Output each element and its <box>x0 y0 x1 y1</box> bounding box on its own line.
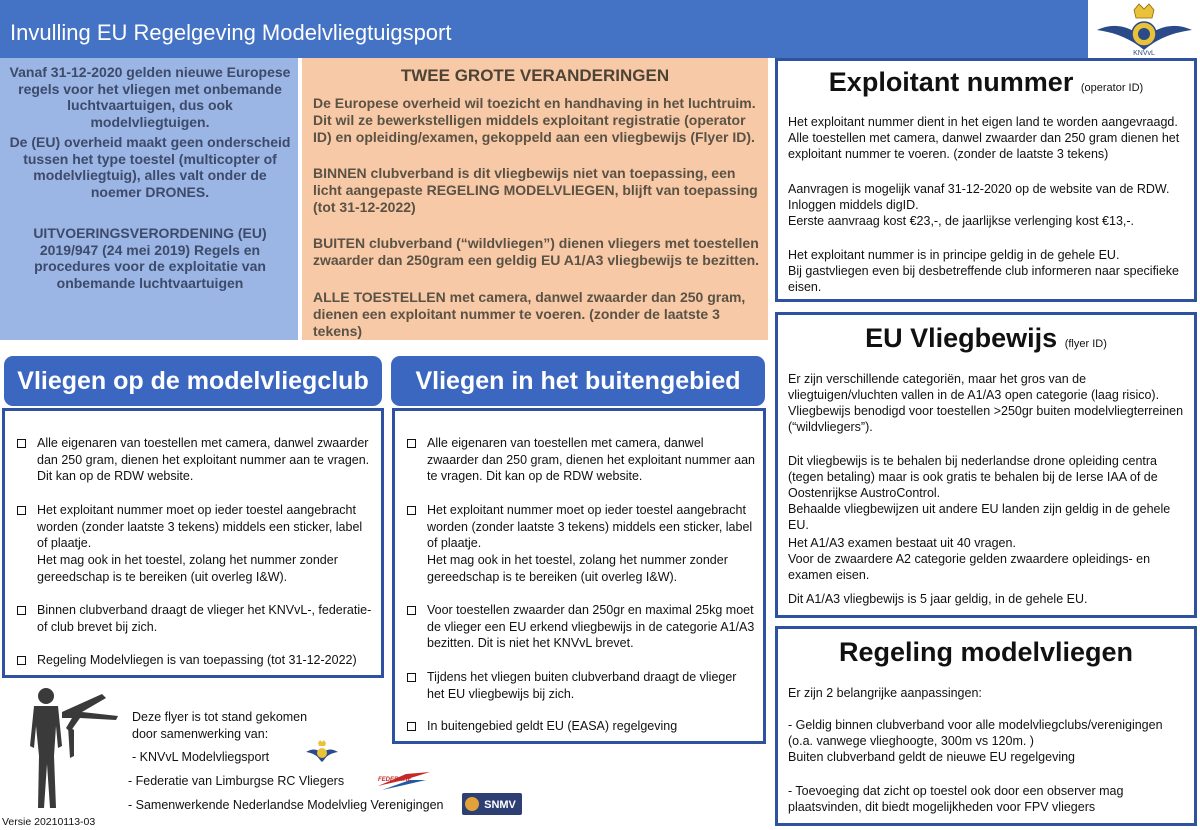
vliegbewijs-paragraph-4: Dit A1/A3 vliegbewijs is 5 jaar geldig, in de gehele EU. <box>788 592 1088 606</box>
checkbox-icon <box>407 439 416 448</box>
outside-item-2-continued: Het mag ook in het toestel, zolang het nummer zonder gereedschap is te bereiken (uit overleg I&W). <box>427 553 728 584</box>
outside-section-title: Vliegen in het buitengebied <box>391 356 765 406</box>
checkbox-icon <box>407 673 416 682</box>
vliegbewijs-subtitle: (flyer ID) <box>1064 338 1107 350</box>
intro-paragraph-1: Vanaf 31-12-2020 gelden nieuwe Europese regels voor het vliegen met onbemande luchtvaartuigen, dus ook modelvliegtuigen. <box>9 64 291 130</box>
federatie-logo-text: FEDERATIE <box>378 777 412 783</box>
intro-block <box>0 58 298 340</box>
checkbox-icon <box>17 606 26 615</box>
snmv-logo-text: SNMV <box>484 799 516 811</box>
checkbox-icon <box>407 606 416 615</box>
vliegbewijs-paragraph-3a: Het A1/A3 examen bestaat uit 40 vragen. <box>788 536 1016 550</box>
outside-item-5: In buitengebied geldt EU (EASA) regelgeving <box>407 718 755 735</box>
pilot-silhouette-image <box>22 686 122 816</box>
checkbox-icon <box>17 506 26 515</box>
intro-paragraph-3: UITVOERINGSVERORDENING (EU) 2019/947 (24 mei 2019) Regels en procedures voor de exploitatie van onbemande luchtvaartuigen <box>33 225 267 291</box>
credits-org-snmv: - Samenwerkende Nederlandse Modelvlieg Verenigingen <box>128 798 444 812</box>
checkbox-icon <box>17 439 26 448</box>
regeling-paragraph-2c: Buiten clubverband geldt de nieuwe EU regelgeving <box>788 750 1075 764</box>
exploitant-paragraph-3a: Het exploitant nummer is in principe geldig in de gehele EU. <box>788 248 1120 262</box>
outside-item-3: Voor toestellen zwaarder dan 250gr en maximal 25kg moet de vlieger een EU erkend vliegbewijs in de categorie A1/A3 bezitten. Dit is niet het KNVvL brevet. <box>407 602 755 652</box>
club-panel <box>2 408 384 678</box>
credits-line-1: Deze flyer is tot stand gekomen <box>132 710 308 724</box>
changes-paragraph-2: BINNEN clubverband is dit vliegbewijs niet van toepassing, een licht aangepaste REGELING MODELVLIEGEN, blijft van toepassing (tot 31-12-2022) <box>313 165 758 215</box>
vliegbewijs-panel <box>775 312 1197 618</box>
changes-block <box>302 58 768 340</box>
credits-line-2: door samenwerking van: <box>132 727 269 741</box>
version-label: Versie 20210113-03 <box>2 816 96 828</box>
credits-org-federatie: - Federatie van Limburgse RC Vliegers <box>128 774 345 788</box>
vliegbewijs-paragraph-2a: Dit vliegbewijs is te behalen bij nederlandse drone opleiding centra (tegen betaling) maar is ook gratis te behalen bij de Ierse IAA of de Oostenrijkse AustroControl. <box>788 454 1158 500</box>
credits-org-knvvl: - KNVvL Modelvliegsport <box>132 750 270 764</box>
checkbox-icon <box>407 722 416 731</box>
outside-item-4: Tijdens het vliegen buiten clubverband draagt de vlieger het EU vliegbewijs bij zich. <box>407 669 755 702</box>
outside-item-2: Het exploitant nummer moet op ieder toestel aangebracht worden (zonder laatste 3 tekens) middels een sticker, label of plaatje. <box>407 502 755 552</box>
checkbox-icon <box>17 656 26 665</box>
club-section-title: Vliegen op de modelvliegclub <box>4 356 382 406</box>
exploitant-subtitle: (operator ID) <box>1080 82 1144 94</box>
changes-paragraph-1: De Europese overheid wil toezicht en handhaving in het luchtruim. Dit wil ze bewerkstelligen middels exploitant registratie (operator ID) en opleiding/examen, gekoppeld aan een vliegbewijs (Flyer ID). <box>313 95 756 145</box>
exploitant-paragraph-3b: Bij gastvliegen even bij desbetreffende club informeren naar specifieke eisen. <box>788 264 1179 294</box>
intro-paragraph-2: De (EU) overheid maakt geen onderscheid tussen het type toestel (multicopter of modelvliegtuig), alles valt onder de noemer DRONES. <box>9 134 291 200</box>
vliegbewijs-paragraph-2b: Behaalde vliegbewijzen uit andere EU landen zijn geldig in de gehele EU. <box>788 502 1171 532</box>
regeling-paragraph-2a: - Geldig binnen clubverband voor alle modelvliegclubs/verenigingen <box>788 718 1163 732</box>
exploitant-paragraph-2c: Eerste aanvraag kost €23,-, de jaarlijkse verlenging kost €13,-. <box>788 214 1135 228</box>
knvvl-logo-text: KNVvL <box>1133 50 1155 57</box>
outside-item-1: Alle eigenaren van toestellen met camera, danwel zwaarder dan 250 gram, dienen het exploitant nummer aan te vragen. Dit kan op de RDW website. <box>407 435 755 485</box>
regeling-title: Regeling modelvliegen <box>838 637 1134 667</box>
regeling-paragraph-2b: (o.a. vanwege vlieghoogte, 300m vs 120m. ) <box>788 734 1034 748</box>
federatie-logo <box>376 768 432 794</box>
exploitant-paragraph-2b: Inloggen middels digID. <box>788 198 919 212</box>
club-item-2: Het exploitant nummer moet op ieder toestel aangebracht worden (zonder laatste 3 tekens) middels een sticker, label of plaatje. <box>17 502 373 552</box>
header-bar <box>0 0 1088 58</box>
regeling-panel <box>775 626 1197 826</box>
outside-panel <box>392 408 766 744</box>
snmv-logo <box>462 793 522 815</box>
changes-title: TWEE GROTE VERANDERINGEN <box>400 66 670 85</box>
exploitant-paragraph-1: Het exploitant nummer dient in het eigen land te worden aangevraagd. Alle toestellen met camera, danwel zwaarder dan 250 gram dienen het exploitant nummer te voeren. (zonder de laatste 3 tekens) <box>788 115 1180 161</box>
regeling-paragraph-3: - Toevoeging dat zicht op toestel ook door een observer mag plaatsvinden, dit biedt mogelijkheden voor FPV vliegers <box>788 784 1124 814</box>
regeling-paragraph-1: Er zijn 2 belangrijke aanpassingen: <box>788 686 982 700</box>
knvvl-logo <box>1089 0 1200 58</box>
changes-paragraph-3: BUITEN clubverband (“wildvliegen”) dienen vliegers met toestellen zwaarder dan 250gram een geldig EU A1/A3 vliegbewijs te bezitten. <box>313 235 760 268</box>
club-item-1: Alle eigenaren van toestellen met camera, danwel zwaarder dan 250 gram, dienen het exploitant nummer aan te vragen. Dit kan op de RDW website. <box>17 435 373 485</box>
club-item-2-continued: Het mag ook in het toestel, zolang het nummer zonder gereedschap is te bereiken (uit overleg I&W). <box>37 553 338 584</box>
page-title: Invulling EU Regelgeving Modelvliegtuigsport <box>10 20 452 45</box>
exploitant-panel <box>775 58 1197 302</box>
vliegbewijs-title: EU Vliegbewijs (flyer ID) <box>865 323 1107 353</box>
exploitant-title: Exploitant nummer (operator ID) <box>828 67 1144 97</box>
checkbox-icon <box>407 506 416 515</box>
changes-paragraph-4: ALLE TOESTELLEN met camera, danwel zwaarder dan 250 gram, dienen een exploitant nummer te voeren. (zonder de laatste 3 tekens) <box>313 289 746 339</box>
exploitant-paragraph-2a: Aanvragen is mogelijk vanaf 31-12-2020 op de website van de RDW. <box>788 182 1170 196</box>
vliegbewijs-paragraph-3b: Voor de zwaardere A2 categorie gelden zwaardere opleidings- en examen eisen. <box>788 552 1151 582</box>
club-item-4: Regeling Modelvliegen is van toepassing (tot 31-12-2022) <box>17 652 373 669</box>
knvvl-small-logo <box>305 738 339 766</box>
vliegbewijs-paragraph-1: Er zijn verschillende categoriën, maar het gros van de vliegtuigen/vluchten vallen in de A1/A3 open categorie (laag risico). Vliegbewijs benodigd voor toestellen >250gr buiten modelvliegterreinen (“wildvliegers”). <box>788 372 1184 434</box>
club-item-3: Binnen clubverband draagt de vlieger het KNVvL-, federatie- of club brevet bij zich. <box>17 602 373 635</box>
